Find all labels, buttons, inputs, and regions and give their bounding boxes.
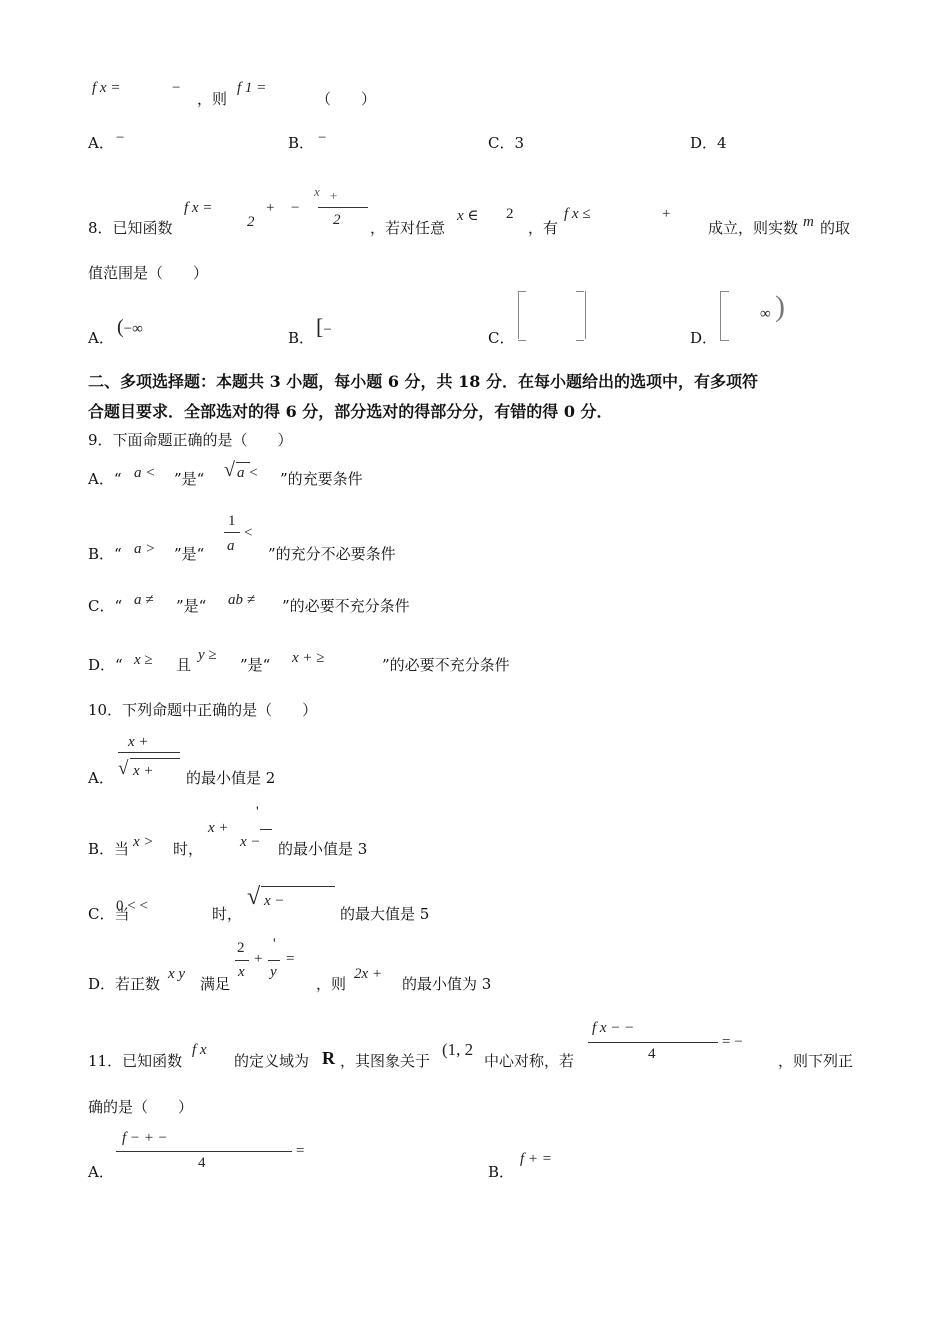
q10-b-expr: x + — [208, 820, 229, 836]
q9-d-label: D．“ — [88, 656, 123, 674]
q10-a-end: 的最小值是 2 — [186, 769, 276, 787]
q9-d-and: 且 — [176, 656, 192, 674]
q10-d-eq: = — [286, 951, 295, 967]
q9-c-label: C．“ — [88, 597, 123, 615]
q9-b-lt: < — [244, 525, 253, 541]
q8-x-in: x ∈ — [457, 208, 479, 224]
q8-plus: + — [266, 200, 275, 216]
q9-a-label: A．“ — [88, 470, 122, 488]
q9-b-den: a — [227, 538, 235, 554]
q11-then: ，则下列正 — [778, 1052, 854, 1070]
q10-d-mid: 满足 — [200, 975, 231, 993]
q8-cond4: 的取 — [820, 219, 851, 237]
q11-center: 中心对称，若 — [484, 1052, 575, 1070]
q10-a-label: A． — [88, 769, 114, 787]
q7-paren: （ ） — [316, 90, 377, 108]
q8-num-2: 2 — [247, 214, 255, 230]
q11-a-eq: = — [296, 1143, 305, 1159]
q10-d-n2: ' — [273, 936, 276, 952]
q7-fx: f x = — [92, 80, 121, 96]
q8-line2: 值范围是（ ） — [88, 264, 209, 282]
q8-cond1: ，若对任意 — [370, 219, 446, 237]
q8-fraction-bar — [318, 207, 368, 208]
q8-option-d-label: D． — [690, 329, 718, 347]
q7-option-b: − — [318, 130, 327, 146]
q10-a-fraction-bar — [118, 752, 180, 753]
q9-d-end: ”的必要不充分条件 — [382, 656, 510, 674]
q11-eq: = − — [722, 1034, 743, 1050]
q10-d-fraction-bar-1 — [235, 960, 249, 961]
q8-two: 2 — [506, 206, 514, 222]
q7-then: ，则 — [197, 90, 228, 108]
q10-c-end: 的最大值是 5 — [340, 905, 430, 923]
q8-option-a-val: −∞ — [123, 321, 143, 337]
q8-option-b-label: B． — [288, 329, 315, 347]
q8-plus-top: + — [330, 188, 338, 203]
q9-c-end: ”的必要不充分条件 — [282, 597, 410, 615]
q9-c-mid: ”是“ — [176, 597, 207, 615]
q10-d-label: D．若正数 — [88, 975, 161, 993]
q11-num: f x − − — [592, 1020, 635, 1036]
q10-a-sqrt-icon: √ — [118, 758, 129, 779]
q10-c-cond: 0 < < — [116, 898, 148, 914]
q11-fraction-bar — [588, 1042, 718, 1043]
q9-b-label: B．“ — [88, 545, 122, 563]
q8-option-b-val: − — [323, 322, 332, 338]
q9-b-end: ”的充分不必要条件 — [268, 545, 396, 563]
q8-option-b: [− — [316, 314, 332, 339]
q11-fx: f x — [192, 1042, 207, 1058]
q10-stem: 10．下列命题中正确的是（ ） — [88, 701, 318, 719]
q7-option-c: C．3 — [488, 134, 525, 152]
q10-b-num: ' — [256, 804, 259, 820]
q10-d-n1: 2 — [237, 940, 245, 956]
q8-cond3: 成立，则实数 — [708, 219, 799, 237]
q9-a-end: ”的充要条件 — [280, 470, 363, 488]
q10-c-rad: x − — [264, 893, 285, 909]
q9-b-mid: ”是“ — [174, 545, 205, 563]
q9-d-mid: ”是“ — [240, 656, 271, 674]
q9-d-m3: x + ≥ — [292, 650, 325, 666]
q8-option-d-bracket — [720, 291, 729, 341]
section2-line2: 合题目要求．全部选对的得 6 分，部分选对的得部分分，有错的得 0 分． — [88, 402, 613, 421]
q10-a-num: x + — [128, 734, 149, 750]
q8-option-a: (−∞ — [117, 316, 143, 338]
q8-minus: − — [291, 200, 300, 216]
q7-f1: f 1 = — [237, 80, 267, 96]
q8-option-a-label: A． — [88, 329, 114, 347]
q8-option-d-val: ∞ — [760, 306, 771, 322]
q11-den: 4 — [648, 1046, 656, 1062]
q8-option-c-label: C． — [488, 329, 515, 347]
q8-den-2: 2 — [333, 212, 341, 228]
q9-a-m1: a < — [134, 465, 156, 481]
q8-prefix: 8．已知函数 — [88, 219, 173, 237]
q10-d-plus: + — [254, 951, 263, 967]
q11-a-fraction-bar — [116, 1151, 292, 1152]
q9-b-fraction-bar — [224, 532, 240, 533]
q10-d-d1: x — [238, 964, 245, 980]
q10-b-time: 时， — [173, 840, 204, 858]
q11-a-label: A． — [88, 1163, 114, 1181]
q7-option-b-label: B． — [288, 134, 315, 152]
q9-a-sqrt-icon: √ — [224, 459, 235, 481]
q10-c-sqrt-icon: √ — [247, 884, 261, 910]
q9-a-sqrt-bar — [236, 462, 250, 463]
q10-d-then: ，则 — [316, 975, 347, 993]
q9-b-num: 1 — [228, 513, 236, 529]
section2-line1: 二、多项选择题：本题共 3 小题，每小题 6 分，共 18 分．在每小题给出的选项中，有多项符 — [88, 372, 758, 391]
q10-b-cond: x > — [133, 834, 154, 850]
q11-prefix: 11．已知函数 — [88, 1052, 183, 1070]
q11-point: (1, 2 — [442, 1040, 474, 1059]
q9-c-m1: a ≠ — [134, 592, 154, 608]
q8-option-d-paren: ) — [775, 290, 785, 323]
q9-d-m1: x ≥ — [134, 652, 153, 668]
q7-option-d: D．4 — [690, 134, 727, 152]
q10-c-time: 时， — [212, 905, 243, 923]
q9-b-m1: a > — [134, 541, 156, 557]
q10-b-label: B．当 — [88, 840, 130, 858]
q8-exp: x — [314, 184, 320, 199]
q9-stem: 9．下面命题正确的是（ ） — [88, 431, 293, 449]
q11-b-label: B． — [488, 1163, 515, 1181]
q10-b-end: 的最小值是 3 — [278, 840, 368, 858]
q10-d-fraction-bar-2 — [268, 960, 280, 961]
q7-option-a: − — [116, 130, 125, 146]
q11-line2: 确的是（ ） — [88, 1098, 194, 1116]
q8-option-c-left-bracket — [518, 291, 526, 341]
q8-cond2: ，有 — [528, 219, 559, 237]
q8-ineq: f x ≤ — [564, 206, 591, 222]
q10-a-sqrt-bar — [130, 758, 180, 759]
q11-b-expr: f + = — [520, 1151, 552, 1167]
q11-dom: 的定义域为 — [234, 1052, 310, 1070]
q10-d-d2: y — [270, 964, 277, 980]
q8-option-c-right-bracket — [576, 291, 584, 341]
q10-d-expr: 2x + — [354, 966, 383, 982]
q11-a-den: 4 — [198, 1155, 206, 1171]
q7-option-a-label: A． — [88, 134, 114, 152]
q8-m: m — [803, 214, 814, 230]
q10-a-den: x + — [133, 763, 154, 779]
q9-c-m2: ab ≠ — [228, 592, 255, 608]
q10-b-den: x − — [240, 834, 261, 850]
q10-d-xy: x y — [168, 966, 186, 982]
q10-d-end: 的最小值为 3 — [402, 975, 492, 993]
q7-minus: − — [172, 80, 181, 96]
q9-a-m2: a < — [237, 465, 259, 481]
q9-d-m2: y ≥ — [198, 647, 217, 663]
q11-a-num: f − + − — [122, 1130, 168, 1146]
q10-c-label: C．当 — [88, 905, 130, 923]
q8-plus2: + — [662, 206, 671, 222]
q11-sym: ，其图象关于 — [340, 1052, 431, 1070]
q10-c-sqrt-bar — [261, 886, 335, 887]
q8-fx: f x = — [184, 200, 213, 216]
q10-b-fraction-bar — [260, 829, 272, 830]
q9-a-mid: ”是“ — [174, 470, 205, 488]
q11-r: R — [322, 1048, 335, 1068]
